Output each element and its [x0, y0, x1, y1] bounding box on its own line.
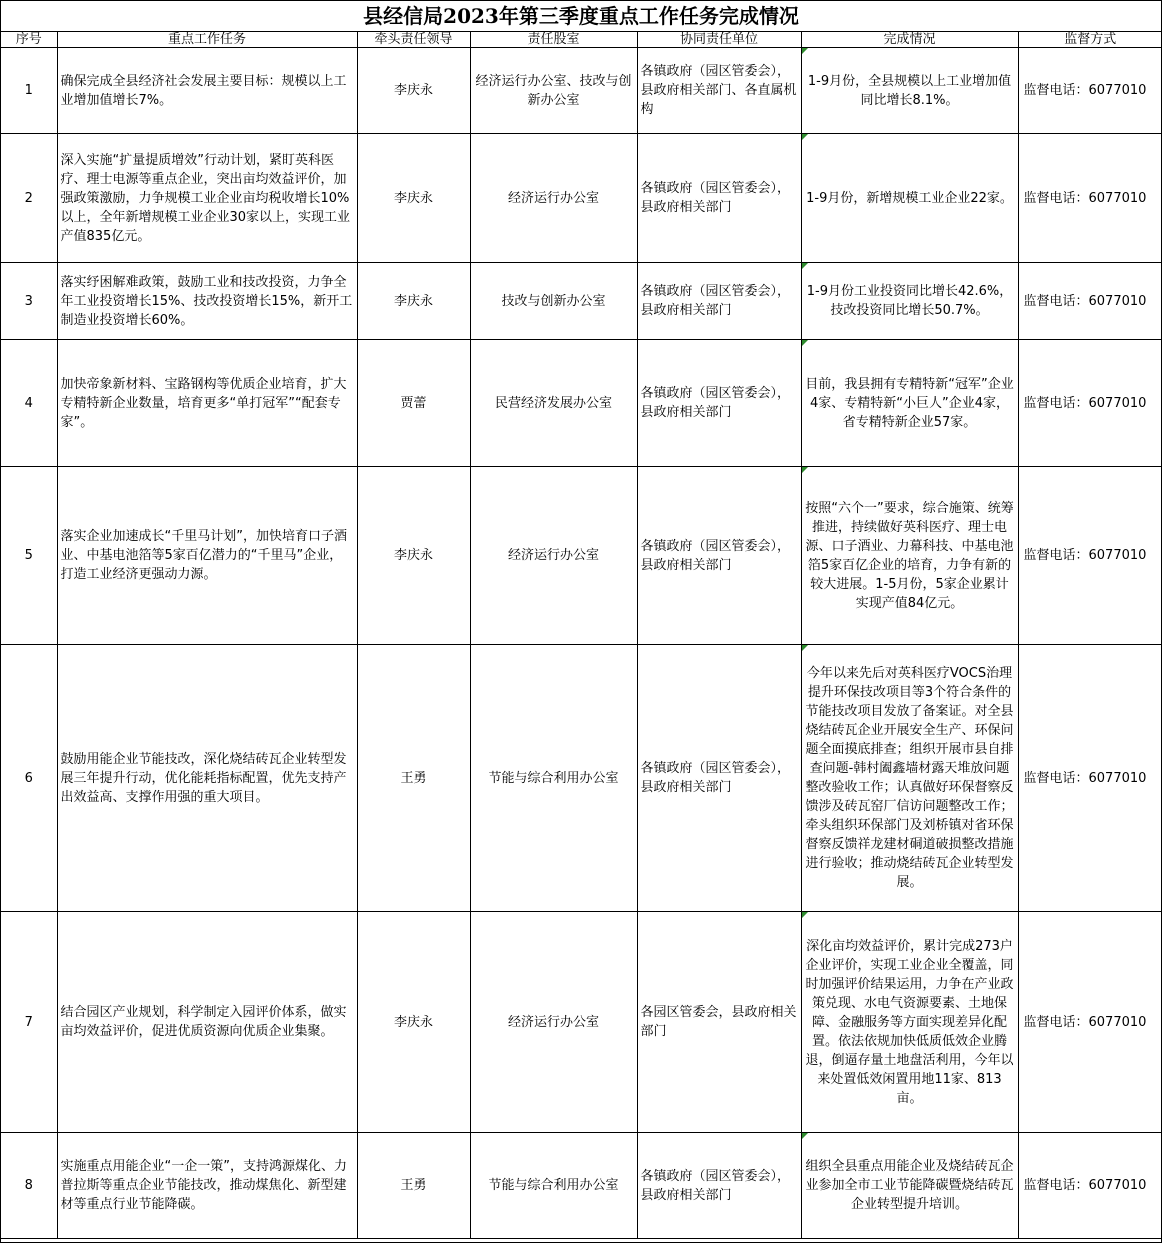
cell-seq: 8: [1, 1133, 57, 1239]
cell-partner: 各镇政府（园区管委会），县政府相关部门: [637, 340, 801, 467]
cell-partner: 各镇政府（园区管委会），县政府相关部门: [637, 134, 801, 263]
cell-supervise: 监督电话：6077010: [1018, 48, 1162, 134]
table-row: [1, 645, 1162, 912]
cell-office: 民营经济发展办公室: [470, 340, 637, 467]
cell-seq: 4: [1, 340, 57, 467]
comment-marker-icon: [802, 340, 808, 346]
cell-leader: 王勇: [357, 645, 470, 912]
cell-status-text: 1-9月份，全县规模以上工业增加值同比增长8.1%。: [807, 73, 1012, 108]
header-supervise: 监督方式: [1018, 32, 1162, 48]
task-table: [1, 32, 1162, 1239]
cell-seq: 6: [1, 645, 57, 912]
cell-office: 经济运行办公室: [470, 912, 637, 1133]
table-row: [1, 48, 1162, 134]
header-office: 责任股室: [470, 32, 637, 48]
cell-task: 鼓励用能企业节能技改，深化烧结砖瓦企业转型发展三年提升行动，优化能耗指标配置，优先支持产出效益高、支撑作用强的重大项目。: [57, 645, 357, 912]
comment-marker-icon: [802, 912, 808, 918]
cell-status-text: 按照“六个一”要求，综合施策、统筹推进，持续做好英科医疗、理士电源、口子酒业、力幕科技、中基电池箔5家百亿企业的培育，力争有新的较大进展。1-5月份，5家企业累计实现产值84亿元。: [805, 500, 1014, 611]
cell-status-text: 深化亩均效益评价，累计完成273户企业评价，实现工业企业全覆盖，同时加强评价结果运用，力争在产业政策兑现、水电气资源要素、土地保障、金融服务等方面实现差异化配置。依法依规加快低质低效企业腾退，倒逼存量土地盘活利用，今年以来处置低效闲置用地11家、813亩。: [805, 938, 1014, 1106]
comment-marker-icon: [802, 645, 808, 651]
cell-status: [801, 912, 1018, 1133]
cell-status: [801, 48, 1018, 134]
cell-status-text: 组织全县重点用能企业及烧结砖瓦企业参加全市工业节能降碳暨烧结砖瓦企业转型提升培训。: [805, 1159, 1014, 1212]
cell-status-text: 目前，我县拥有专精特新“冠军”企业4家、专精特新“小巨人”企业4家，省专精特新企业57家。: [805, 376, 1014, 430]
cell-task: 结合园区产业规划，科学制定入园评价体系，做实亩均效益评价，促进优质资源向优质企业集聚。: [57, 912, 357, 1133]
cell-leader: 李庆永: [357, 263, 470, 340]
cell-seq: 3: [1, 263, 57, 340]
header-leader: 牵头责任领导: [357, 32, 470, 48]
cell-supervise: 监督电话：6077010: [1018, 134, 1162, 263]
cell-status: [801, 467, 1018, 645]
cell-leader: 李庆永: [357, 912, 470, 1133]
cell-office: 经济运行办公室、技改与创新办公室: [470, 48, 637, 134]
cell-leader: 王勇: [357, 1133, 470, 1239]
cell-seq: 7: [1, 912, 57, 1133]
cell-leader: 李庆永: [357, 467, 470, 645]
cell-status: [801, 645, 1018, 912]
cell-supervise: 监督电话：6077010: [1018, 340, 1162, 467]
header-row: [1, 32, 1162, 48]
cell-supervise: 监督电话：6077010: [1018, 912, 1162, 1133]
cell-status-text: 1-9月份工业投资同比增长42.6%，技改投资同比增长50.7%。: [806, 284, 1013, 318]
cell-seq: 1: [1, 48, 57, 134]
cell-supervise: 监督电话：6077010: [1018, 467, 1162, 645]
cell-status: [801, 1133, 1018, 1239]
header-seq: 序号: [1, 32, 57, 48]
cell-task: 落实企业加速成长“千里马计划”，加快培育口子酒业、中基电池箔等5家百亿潜力的“千里马”企业，打造工业经济更强动力源。: [57, 467, 357, 645]
cell-leader: 贾蕾: [357, 340, 470, 467]
header-status: 完成情况: [801, 32, 1018, 48]
cell-partner: 各园区管委会，县政府相关部门: [637, 912, 801, 1133]
cell-office: 节能与综合利用办公室: [470, 645, 637, 912]
header-partner: 协同责任单位: [637, 32, 801, 48]
cell-status-text: 1-9月份，新增规模工业企业22家。: [806, 190, 1013, 206]
comment-marker-icon: [802, 48, 808, 54]
cell-status-text: 今年以来先后对英科医疗VOCS治理提升环保技改项目等3个符合条件的节能技改项目发放了备案证。对全县烧结砖瓦企业开展安全生产、环保问题全面摸底排查；组织开展市县自排查问题-韩村阖鑫墙材露天堆放问题整改验收工作；认真做好环保督察反馈涉及砖瓦窑厂信访问题整改工作；牵头组织环保部门及刘桥镇对省环保督察反馈祥龙建材硐道破损整改措施进行验收；推动烧结砖瓦企业转型发展。: [805, 666, 1014, 890]
table-row: [1, 340, 1162, 467]
table-row: [1, 467, 1162, 645]
table-row: [1, 912, 1162, 1133]
cell-task: 深入实施“扩量提质增效”行动计划，紧盯英科医疗、理士电源等重点企业，突出亩均效益评价，加强政策激励，力争规模工业企业亩均税收增长10%以上，全年新增规模工业企业30家以上，实现工业产值835亿元。: [57, 134, 357, 263]
cell-task: 实施重点用能企业“一企一策”，支持鸿源煤化、力普拉斯等重点企业节能技改，推动煤焦化、新型建材等重点行业节能降碳。: [57, 1133, 357, 1239]
cell-status: [801, 340, 1018, 467]
cell-leader: 李庆永: [357, 134, 470, 263]
cell-office: 经济运行办公室: [470, 134, 637, 263]
cell-supervise: 监督电话：6077010: [1018, 645, 1162, 912]
cell-office: 技改与创新办公室: [470, 263, 637, 340]
cell-leader: 李庆永: [357, 48, 470, 134]
cell-status: [801, 263, 1018, 340]
cell-partner: 各镇政府（园区管委会），县政府相关部门: [637, 1133, 801, 1239]
cell-task: 落实纾困解难政策，鼓励工业和技改投资，力争全年工业投资增长15%、技改投资增长15%，新开工制造业投资增长60%。: [57, 263, 357, 340]
table-row: [1, 134, 1162, 263]
table-row: [1, 1133, 1162, 1239]
cell-supervise: 监督电话：6077010: [1018, 263, 1162, 340]
cell-seq: 5: [1, 467, 57, 645]
cell-supervise: 监督电话：6077010: [1018, 1133, 1162, 1239]
comment-marker-icon: [802, 1133, 808, 1139]
cell-partner: 各镇政府（园区管委会），县政府相关部门: [637, 645, 801, 912]
cell-office: 节能与综合利用办公室: [470, 1133, 637, 1239]
header-task: 重点工作任务: [57, 32, 357, 48]
cell-partner: 各镇政府（园区管委会），县政府相关部门: [637, 263, 801, 340]
cell-seq: 2: [1, 134, 57, 263]
table-row: [1, 263, 1162, 340]
cell-status: [801, 134, 1018, 263]
cell-task: 加快帝象新材料、宝路钢构等优质企业培育，扩大专精特新企业数量，培育更多“单打冠军”“配套专家”。: [57, 340, 357, 467]
cell-task: 确保完成全县经济社会发展主要目标：规模以上工业增加值增长7%。: [57, 48, 357, 134]
report-title: 县经信局2023年第三季度重点工作任务完成情况: [1, 1, 1161, 32]
cell-partner: 各镇政府（园区管委会），县政府相关部门: [637, 467, 801, 645]
cell-office: 经济运行办公室: [470, 467, 637, 645]
comment-marker-icon: [802, 467, 808, 473]
cell-partner: 各镇政府（园区管委会），县政府相关部门、各直属机构: [637, 48, 801, 134]
comment-marker-icon: [802, 134, 808, 140]
comment-marker-icon: [802, 263, 808, 269]
